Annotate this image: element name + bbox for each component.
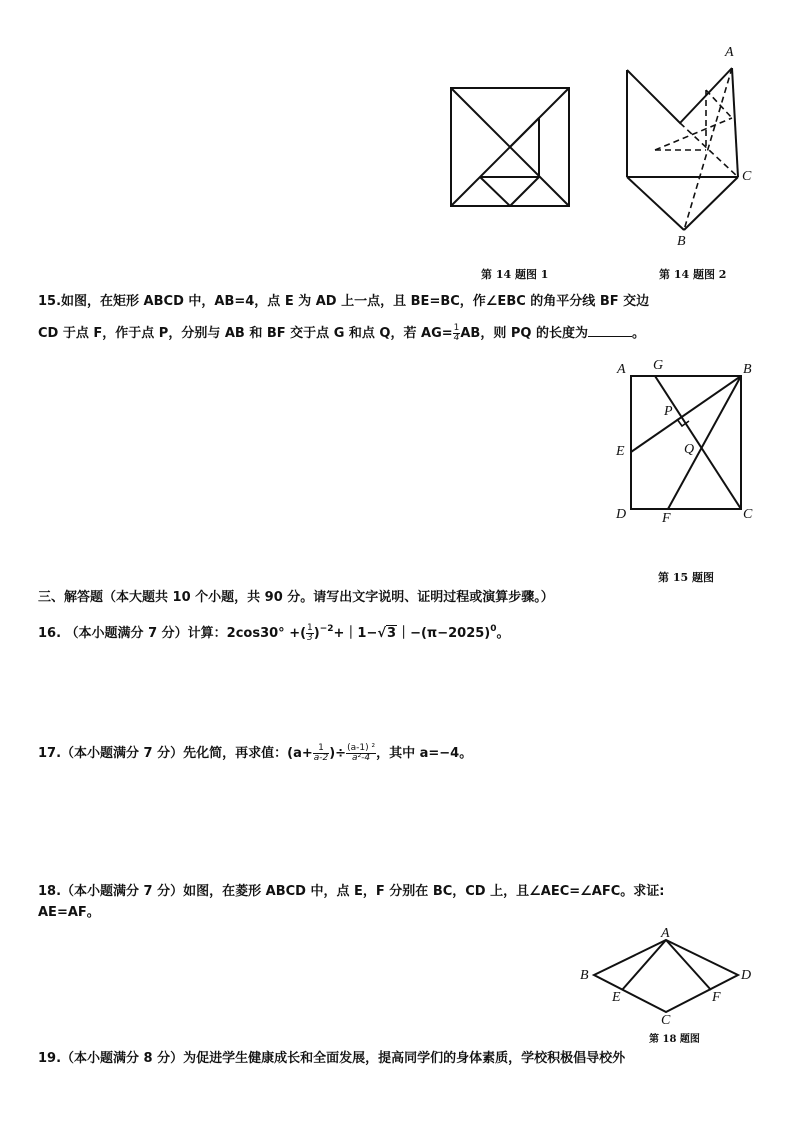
q17-frac2-num: (a‑1) ² bbox=[347, 743, 376, 753]
q16-text-c: +｜1− bbox=[333, 626, 378, 641]
label-F: F bbox=[662, 511, 671, 526]
q16-exponent-zero: 0 bbox=[490, 624, 497, 634]
q15-line1: 15.如图，在矩形 ABCD 中，AB=4，点 E 为 AD 上一点，且 BE=BC，作∠EBC 的角平分线 BF 交边 bbox=[38, 294, 650, 309]
q16-frac-num: 1 bbox=[307, 623, 313, 633]
label-E: E bbox=[616, 444, 625, 459]
fig15-caption: 第 15 题图 bbox=[658, 571, 714, 584]
q16-frac-den: 3 bbox=[307, 633, 313, 643]
q17-frac2-den: a²‑4 bbox=[352, 753, 371, 763]
label-E: E bbox=[612, 990, 621, 1005]
label-B: B bbox=[580, 968, 589, 983]
label-C: C bbox=[661, 1013, 671, 1028]
q18-line2: AE=AF。 bbox=[38, 905, 100, 920]
label-C: C bbox=[743, 507, 753, 522]
q16-text-b: ) bbox=[313, 626, 320, 641]
q15-frac-den: 4 bbox=[453, 333, 460, 343]
q18-line1: 18.（本小题满分 7 分）如图，在菱形 ABCD 中，点 E，F 分别在 BC，CD 上，且∠AEC=∠AFC。求证: bbox=[38, 884, 665, 899]
q15-text-end: 。 bbox=[631, 326, 645, 341]
label-B: B bbox=[677, 234, 686, 249]
section-heading: 三、解答题（本大题共 10 个小题，共 90 分。请写出文字说明、证明过程或演算步骤。） bbox=[38, 590, 554, 605]
label-F: F bbox=[712, 990, 721, 1005]
label-Q: Q bbox=[684, 442, 695, 457]
q16-text-e: 。 bbox=[496, 626, 510, 641]
fig18-caption: 第 18 题图 bbox=[649, 1034, 700, 1045]
label-A: A bbox=[661, 926, 670, 941]
label-D: D bbox=[741, 968, 752, 983]
label-G: G bbox=[653, 358, 664, 373]
q17-text-b: )÷ bbox=[329, 746, 347, 761]
q16-text-d: ｜−(π−2025) bbox=[397, 626, 491, 641]
q19-line1: 19.（本小题满分 8 分）为促进学生健康成长和全面发展，提高同学们的身体素质，学校积极倡导校外 bbox=[38, 1051, 626, 1066]
label-A: A bbox=[617, 362, 626, 377]
q16-sqrt-value: 3 bbox=[387, 626, 397, 641]
label-P: P bbox=[664, 404, 673, 419]
sqrt-icon: √ bbox=[377, 626, 387, 641]
q17-text-a: 17.（本小题满分 7 分）先化简，再求值：(a+ bbox=[38, 746, 313, 761]
fig14-2-caption: 第 14 题图 2 bbox=[659, 268, 727, 281]
q17-frac1-num: 1 bbox=[313, 744, 330, 754]
q16-text-a: 16. （本小题满分 7 分）计算：2cos30° +( bbox=[38, 626, 307, 641]
q16-exponent: −2 bbox=[319, 624, 334, 634]
fig14-1-caption: 第 14 题图 1 bbox=[481, 268, 549, 281]
label-B: B bbox=[743, 362, 752, 377]
q17-frac1-den: a‑2 bbox=[313, 753, 329, 763]
label-D: D bbox=[616, 507, 627, 522]
label-C: C bbox=[742, 169, 752, 184]
q15-frac-num: 1 bbox=[453, 323, 460, 333]
q15-text-b: AB，则 PQ 的长度为 bbox=[460, 326, 588, 341]
label-A: A bbox=[725, 45, 734, 60]
q17-text-c: ，其中 a=−4。 bbox=[376, 746, 473, 761]
q15-text-a: CD 于点 F，作于点 P，分别与 AB 和 BF 交于点 G 和点 Q，若 AG= bbox=[38, 326, 453, 341]
